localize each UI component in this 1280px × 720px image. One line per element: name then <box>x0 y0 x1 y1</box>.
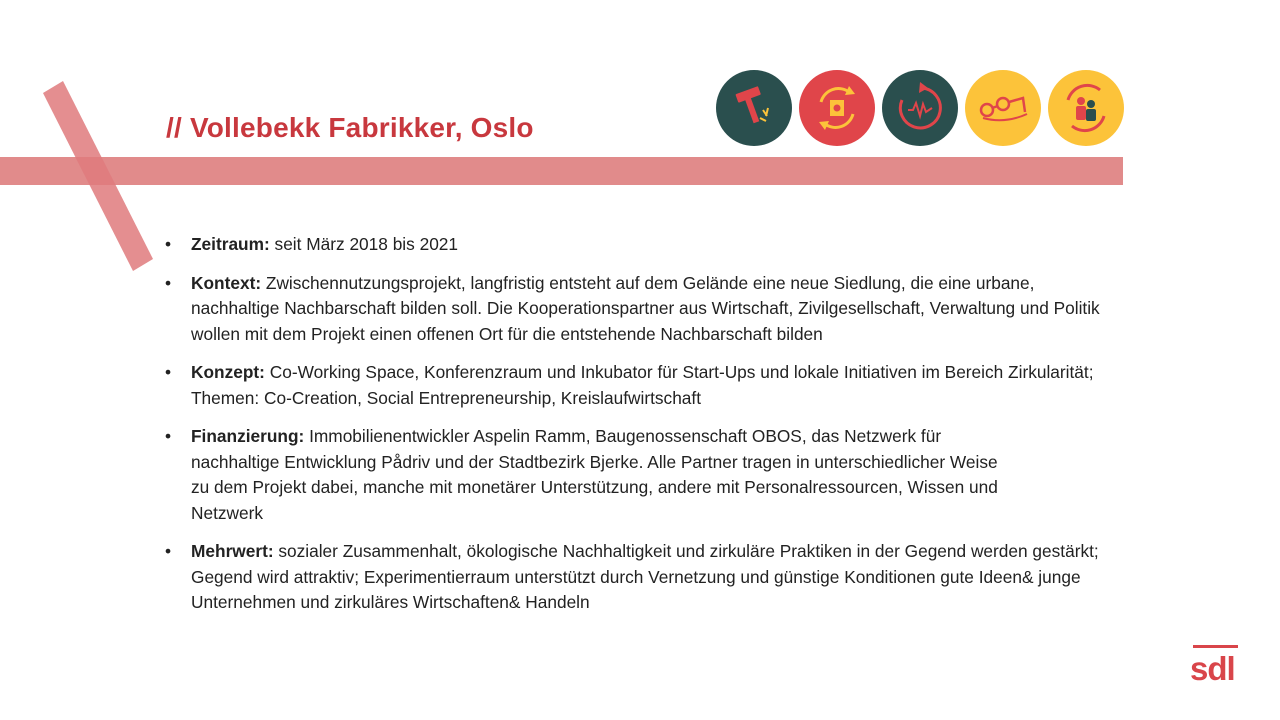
decorative-slash <box>43 81 153 271</box>
bullet-text: seit März 2018 bis 2021 <box>269 234 459 254</box>
circular-pulse-icon <box>882 70 958 146</box>
bullet-text: Co-Working Space, Konferenzraum und Inkubator für Start-Ups und lokale Initiativen im Bereich Zirkularität; Themen: Co-Creation, Social Entrepreneurship, Kreislaufwirtschaft <box>191 362 1094 408</box>
bullet-text: Zwischennutzungsprojekt, langfristig entsteht auf dem Gelände eine neue Siedlung, die eine urbane, nachhaltige Nachbarschaft bilden soll. Die Kooperationspartner aus Wirtschaft, Zivilgesellschaft, Verwaltung und Politik wollen mit dem Projekt einen offenen Ort für die entstehende Nachbarschaft bilden <box>191 272 1100 344</box>
bullet-zeitraum <box>165 232 1115 258</box>
community-people-icon <box>1048 70 1124 146</box>
bullet-kontext <box>165 271 1115 348</box>
bullet-text: sozialer Zusammenhalt, ökologische Nachhaltigkeit und zirkuläre Praktiken in der Gegend werden gestärkt; Gegend wird attraktiv; Experimentierraum unterstützt durch Vernetzung und günstige Konditionen gute Ideen& junge Unternehmen und zirkuläres Wirtschaften& Handeln <box>191 541 1099 612</box>
recycle-cup-icon <box>799 70 875 146</box>
bullet-konzept <box>165 360 1115 411</box>
logo-bar <box>1193 645 1238 648</box>
bullet-label: Finanzierung: <box>191 426 305 446</box>
bullet-label: Mehrwert: <box>191 541 274 561</box>
bullet-finanzierung <box>165 424 1001 526</box>
connection-link-icon <box>965 70 1041 146</box>
page-title: // Vollebekk Fabrikker, Oslo <box>166 112 534 143</box>
bullet-text: Immobilienentwickler Aspelin Ramm, Baugenossenschaft OBOS, das Netzwerk für nachhaltige Entwicklung Pådriv und der Stadtbezirk Bjerke. Alle Partner tragen in unterschiedlicher Weise zu dem Projekt dabei, manche mit monetärer Unterstützung, andere mit Personalressourcen, Wissen und Netzwerk <box>191 426 998 523</box>
logo-text: sdl <box>1190 650 1235 687</box>
hammer-icon <box>716 70 792 146</box>
header-band <box>0 157 1123 185</box>
bullet-label: Konzept: <box>191 362 265 382</box>
bullet-label: Kontext: <box>191 272 262 293</box>
bullet-mehrwert <box>165 539 1115 616</box>
bullet-label: Zeitraum: <box>191 234 270 254</box>
info-bullet-list <box>165 232 1115 629</box>
sdl-logo <box>1190 645 1240 690</box>
